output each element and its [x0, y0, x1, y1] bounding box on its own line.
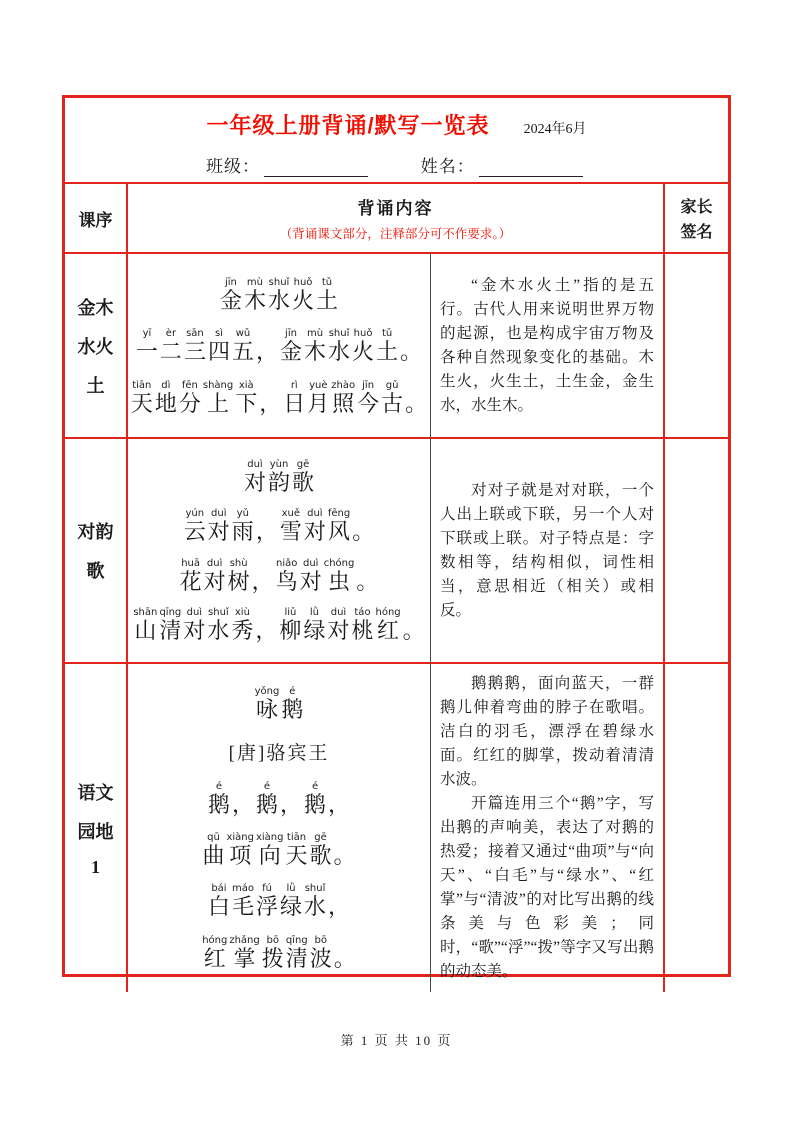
hanzi-with-pinyin: 雨yǔ: [231, 508, 254, 545]
note-paragraph: 开篇连用三个“鹅”字，写出鹅的声响美，表达了对鹅的热爱；接着又通过“曲项”与“向天”、“白毛”与“绿水”、“红掌”与“清波”的对比写出鹅的线条美与色彩美；同时，“歌”“浮”“拨”等字又写出鹅的动态美。: [440, 795, 654, 980]
parent-signature-cell: [663, 662, 728, 992]
hanzi-with-pinyin: 白bái: [207, 883, 230, 920]
hanzi-with-pinyin: 云yún: [183, 508, 206, 545]
hanzi-with-pinyin: 水shuǐ: [207, 606, 230, 643]
hanzi-with-pinyin: 木mù: [304, 328, 327, 364]
lesson-label-line: 歌: [86, 561, 105, 581]
hanzi-with-pinyin: 树shù: [227, 557, 250, 594]
lesson-label-line: 土: [86, 375, 105, 396]
lesson-number-cell: [65, 662, 126, 992]
content-header-note: （背诵课文部分，注释部分可不作要求。）: [279, 227, 512, 242]
recitation-content-cell: [126, 662, 430, 992]
hanzi-with-pinyin: 三sān: [183, 328, 206, 364]
hanzi-with-pinyin: 拨bō: [261, 934, 284, 971]
hanzi-with-pinyin: ，: [328, 894, 351, 920]
hanzi-with-pinyin: 绿lǜ: [280, 883, 303, 920]
hanzi-with-pinyin: 鹅é: [304, 780, 327, 817]
column-header-lesson: 课序: [65, 182, 126, 252]
hanzi-with-pinyin: 月yuè: [307, 379, 330, 416]
name-label: 姓名：: [420, 157, 475, 176]
table-outer-frame: [62, 95, 731, 980]
poem-title: [243, 459, 315, 494]
hanzi-with-pinyin: 木mù: [243, 276, 266, 313]
hanzi-with-pinyin: 地dì: [154, 379, 177, 416]
document-date: 2024年6月: [523, 122, 587, 137]
hanzi-with-pinyin: 波bō: [309, 934, 332, 971]
poem-author: [唐]骆宾王: [228, 742, 330, 764]
hanzi-with-pinyin: 对duì: [183, 606, 206, 643]
class-blank-line: [264, 159, 368, 177]
hanzi-with-pinyin: 山shān: [133, 606, 158, 643]
hanzi-with-pinyin: 土tǔ: [316, 276, 339, 313]
hanzi-with-pinyin: ，: [231, 791, 254, 817]
hanzi-with-pinyin: 对duì: [243, 459, 266, 496]
hanzi-with-pinyin: 对duì: [299, 557, 322, 594]
hanzi-with-pinyin: 虫chóng: [323, 557, 355, 594]
lesson-label-line: 园地: [77, 821, 114, 842]
note-paragraph: “金木水火土”指的是五行。古代人用来说明世界万物的起源，也是构成宇宙万物及各种自然现象变化的基础。木生火，火生土，土生金，金生水，水生木。: [440, 276, 654, 414]
parent-header-line2: 签名: [680, 224, 713, 241]
poem-line: [179, 558, 380, 593]
hanzi-with-pinyin: 对duì: [203, 557, 226, 594]
hanzi-with-pinyin: 红hóng: [202, 934, 228, 971]
parent-signature-cell: [663, 252, 728, 437]
hanzi-with-pinyin: 日rì: [283, 379, 306, 416]
poem-title: [254, 686, 305, 721]
parent-signature-cell: [663, 437, 728, 662]
hanzi-with-pinyin: ，: [255, 617, 278, 643]
hanzi-with-pinyin: 绿lǜ: [303, 606, 326, 643]
hanzi-with-pinyin: ，: [255, 339, 278, 364]
recitation-content-cell: [126, 437, 430, 662]
column-header-content: [126, 182, 663, 252]
hanzi-with-pinyin: 鹅é: [255, 780, 278, 817]
recitation-table: [65, 182, 728, 992]
hanzi-with-pinyin: 土tǔ: [376, 328, 399, 364]
hanzi-with-pinyin: 。: [333, 843, 356, 869]
hanzi-with-pinyin: 鸟niǎo: [275, 557, 298, 594]
hanzi-with-pinyin: 水shuǐ: [328, 328, 351, 364]
hanzi-with-pinyin: 柳liǔ: [279, 606, 302, 643]
hanzi-with-pinyin: 鹅é: [281, 686, 304, 723]
hanzi-with-pinyin: ，: [255, 519, 278, 545]
hanzi-with-pinyin: 。: [333, 945, 356, 971]
annotation-cell: [430, 252, 663, 437]
hanzi-with-pinyin: 照zhào: [331, 379, 356, 416]
hanzi-with-pinyin: 。: [400, 339, 423, 364]
hanzi-with-pinyin: 红hóng: [375, 606, 401, 643]
lesson-label-line: 水火: [77, 336, 114, 357]
hanzi-with-pinyin: 一yī: [135, 328, 158, 364]
hanzi-with-pinyin: 对duì: [207, 508, 230, 545]
fill-in-line: [65, 152, 728, 177]
hanzi-with-pinyin: 水shuǐ: [304, 883, 327, 920]
lesson-label-line: 金木: [77, 297, 114, 318]
hanzi-with-pinyin: 咏yǒng: [254, 686, 280, 723]
hanzi-with-pinyin: 秀xiù: [231, 606, 254, 643]
poem-line: [207, 781, 351, 816]
poem-line: [130, 380, 428, 415]
hanzi-with-pinyin: ，: [259, 390, 282, 416]
hanzi-with-pinyin: ，: [328, 791, 351, 817]
hanzi-with-pinyin: 鹅é: [207, 780, 230, 817]
hanzi-with-pinyin: 对duì: [303, 508, 326, 545]
hanzi-with-pinyin: 天tiān: [130, 379, 153, 416]
poem-line: [201, 935, 357, 970]
hanzi-with-pinyin: ，: [251, 568, 274, 594]
hanzi-with-pinyin: 清qīng: [285, 934, 308, 971]
hanzi-with-pinyin: 。: [352, 519, 375, 545]
hanzi-with-pinyin: 风fēng: [327, 508, 351, 545]
note-paragraph: 对对子就是对对联，一个人出上联或下联，另一个人对下联或上联。对子特点是：字数相等，结构相似，词性相当，意思相近（相关）或相反。: [440, 481, 654, 619]
hanzi-with-pinyin: ，: [280, 791, 303, 817]
content-header-title: 背诵内容: [357, 198, 434, 218]
lesson-number-cell: [65, 252, 126, 437]
annotation-cell: [430, 437, 663, 662]
document-header: [65, 98, 728, 182]
hanzi-with-pinyin: 分fēn: [178, 379, 201, 416]
hanzi-with-pinyin: 四sì: [207, 328, 230, 364]
parent-header-line1: 家长: [680, 199, 713, 216]
hanzi-with-pinyin: 金jīn: [219, 276, 242, 313]
hanzi-with-pinyin: 向xiàng: [255, 832, 284, 869]
title-line: [65, 109, 728, 140]
hanzi-with-pinyin: 歌gē: [292, 459, 315, 496]
note-paragraph: 鹅鹅鹅，面向蓝天，一群鹅儿伸着弯曲的脖子在歌唱。洁白的羽毛，漂浮在碧绿水面。红红的脚掌，拨动着清清水波。: [440, 675, 654, 788]
hanzi-with-pinyin: 项xiàng: [226, 832, 254, 869]
page-number-footer: 第 1 页 共 10 页: [340, 1033, 453, 1048]
hanzi-with-pinyin: 歌gē: [309, 832, 332, 869]
hanzi-with-pinyin: 花huā: [179, 557, 202, 594]
poem-line: [207, 883, 351, 918]
document-title: 一年级上册背诵/默写一览表: [206, 113, 490, 138]
lesson-number-cell: [65, 437, 126, 662]
hanzi-with-pinyin: 掌zhǎng: [229, 934, 260, 971]
hanzi-with-pinyin: 上shàng: [202, 379, 234, 416]
hanzi-with-pinyin: 五wǔ: [231, 328, 254, 364]
hanzi-with-pinyin: 。: [356, 568, 379, 594]
hanzi-with-pinyin: 毛máo: [231, 883, 254, 920]
hanzi-with-pinyin: 。: [402, 617, 425, 643]
hanzi-with-pinyin: 下xià: [235, 379, 258, 416]
hanzi-with-pinyin: 火huǒ: [292, 276, 315, 313]
hanzi-with-pinyin: 对duì: [327, 606, 350, 643]
hanzi-with-pinyin: 雪xuě: [279, 508, 302, 545]
poem-line: [201, 832, 356, 867]
hanzi-with-pinyin: 韵yùn: [267, 459, 290, 496]
lesson-label-line: 1: [91, 856, 100, 877]
poem-line: [132, 607, 425, 642]
hanzi-with-pinyin: 。: [405, 390, 428, 416]
hanzi-with-pinyin: 曲qū: [202, 832, 225, 869]
annotation-cell: [430, 662, 663, 992]
recitation-content-cell: [126, 252, 430, 437]
hanzi-with-pinyin: 清qīng: [159, 606, 182, 643]
hanzi-with-pinyin: 天tiān: [285, 832, 308, 869]
class-label: 班级：: [206, 157, 260, 176]
hanzi-with-pinyin: 二èr: [159, 328, 182, 364]
hanzi-with-pinyin: 今jīn: [357, 379, 380, 416]
column-header-parent-signature: [663, 182, 728, 252]
lesson-label-line: 对韵: [77, 522, 114, 542]
hanzi-with-pinyin: 火huǒ: [352, 328, 375, 364]
name-blank-line: [479, 159, 583, 177]
hanzi-with-pinyin: 浮fú: [255, 883, 278, 920]
poem-title: [219, 277, 339, 312]
hanzi-with-pinyin: 水shuǐ: [267, 276, 290, 313]
hanzi-with-pinyin: 桃táo: [351, 606, 374, 643]
poem-line: [135, 328, 423, 363]
hanzi-with-pinyin: 古gǔ: [381, 379, 404, 416]
hanzi-with-pinyin: 金jīn: [280, 328, 303, 364]
lesson-label-line: 语文: [77, 782, 114, 803]
poem-line: [183, 508, 375, 543]
